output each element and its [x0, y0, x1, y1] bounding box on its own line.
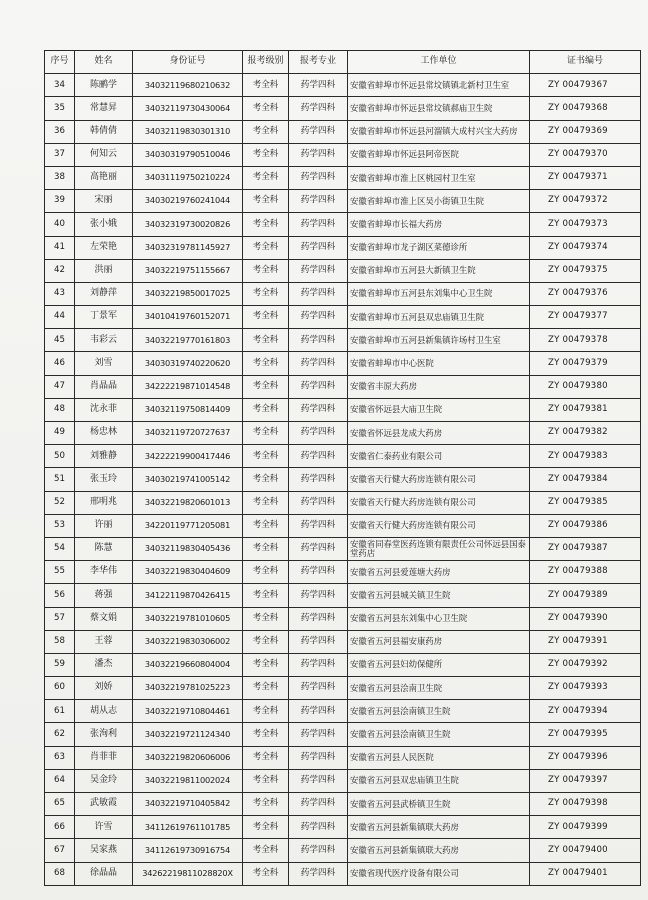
cell-exam-major: 药学四科: [289, 537, 348, 560]
cell-name: 蔡文娟: [75, 607, 133, 630]
cell-id-number: 34220119771205081: [133, 514, 243, 537]
cell-certificate-number: ZY 00479386: [530, 514, 641, 537]
cell-certificate-number: ZY 00479389: [530, 584, 641, 607]
cell-index: 49: [45, 422, 75, 445]
cell-exam-level: 考全科: [243, 723, 289, 746]
cell-work-unit: 安徽省怀远县大庙卫生院: [348, 398, 530, 421]
cell-work-unit: 安徽省五河县福安康药房: [348, 630, 530, 653]
cell-exam-level: 考全科: [243, 282, 289, 305]
cell-work-unit: 安徽省蚌埠市长福大药房: [348, 213, 530, 236]
cell-exam-level: 考全科: [243, 236, 289, 259]
cell-exam-major: 药学四科: [289, 468, 348, 491]
cell-exam-level: 考全科: [243, 514, 289, 537]
cell-name: 吴金玲: [75, 769, 133, 792]
cell-exam-level: 考全科: [243, 213, 289, 236]
cell-exam-level: 考全科: [243, 700, 289, 723]
cell-exam-level: 考全科: [243, 537, 289, 560]
cell-exam-major: 药学四科: [289, 306, 348, 329]
cell-certificate-number: ZY 00479384: [530, 468, 641, 491]
cell-exam-major: 药学四科: [289, 839, 348, 862]
cell-index: 35: [45, 97, 75, 120]
cell-name: 张玉玲: [75, 468, 133, 491]
cell-index: 40: [45, 213, 75, 236]
cell-work-unit: 安徽省现代医疗设备有限公司: [348, 862, 530, 885]
cell-exam-level: 考全科: [243, 190, 289, 213]
cell-exam-major: 药学四科: [289, 74, 348, 97]
cell-work-unit: 安徽省天行健大药房连锁有限公司: [348, 514, 530, 537]
cell-certificate-number: ZY 00479370: [530, 143, 641, 166]
cell-id-number: 34032219770161803: [133, 329, 243, 352]
cell-certificate-number: ZY 00479371: [530, 166, 641, 189]
cell-certificate-number: ZY 00479369: [530, 120, 641, 143]
cell-exam-level: 考全科: [243, 769, 289, 792]
cell-name: 张小娥: [75, 213, 133, 236]
table-row: [45, 236, 641, 259]
table-header-row: [45, 51, 641, 74]
table-row: [45, 700, 641, 723]
cell-id-number: 34032219710804461: [133, 700, 243, 723]
cell-index: 34: [45, 74, 75, 97]
cell-name: 宋丽: [75, 190, 133, 213]
table-row: [45, 190, 641, 213]
cell-index: 53: [45, 514, 75, 537]
cell-work-unit: 安徽省蚌埠市怀远县常坟镇郝庙卫生院: [348, 97, 530, 120]
cell-certificate-number: ZY 00479376: [530, 282, 641, 305]
cell-index: 39: [45, 190, 75, 213]
cell-name: 王蓉: [75, 630, 133, 653]
table-row: [45, 375, 641, 398]
cell-exam-major: 药学四科: [289, 352, 348, 375]
cell-exam-major: 药学四科: [289, 120, 348, 143]
table-row: [45, 422, 641, 445]
table-row: [45, 514, 641, 537]
cell-certificate-number: ZY 00479399: [530, 816, 641, 839]
table-row: [45, 398, 641, 421]
cell-exam-level: 考全科: [243, 630, 289, 653]
cell-id-number: 34030219741005142: [133, 468, 243, 491]
cell-certificate-number: ZY 00479392: [530, 653, 641, 676]
cell-work-unit: 安徽省蚌埠市五河县东刘集中心卫生院: [348, 282, 530, 305]
cell-exam-level: 考全科: [243, 491, 289, 514]
cell-exam-major: 药学四科: [289, 375, 348, 398]
cell-exam-level: 考全科: [243, 445, 289, 468]
cell-certificate-number: ZY 00479373: [530, 213, 641, 236]
cell-exam-major: 药学四科: [289, 862, 348, 885]
table-row: [45, 561, 641, 584]
cell-certificate-number: ZY 00479381: [530, 398, 641, 421]
table-row: [45, 166, 641, 189]
cell-exam-level: 考全科: [243, 793, 289, 816]
cell-name: 沈永菲: [75, 398, 133, 421]
cell-exam-major: 药学四科: [289, 282, 348, 305]
cell-work-unit: 安徽省蚌埠市五河县新集镇许场村卫生室: [348, 329, 530, 352]
cell-index: 65: [45, 793, 75, 816]
cell-index: 66: [45, 816, 75, 839]
cell-exam-major: 药学四科: [289, 700, 348, 723]
cell-name: 许雪: [75, 816, 133, 839]
cell-name: 刘雅静: [75, 445, 133, 468]
cell-work-unit: 安徽省五河县双忠庙镇卫生院: [348, 769, 530, 792]
cell-id-number: 34010419760152071: [133, 306, 243, 329]
cell-index: 62: [45, 723, 75, 746]
cell-exam-level: 考全科: [243, 259, 289, 282]
cell-id-number: 34032119830301310: [133, 120, 243, 143]
table-row: [45, 653, 641, 676]
cell-id-number: 34032119730430064: [133, 97, 243, 120]
cell-id-number: 34122119870426415: [133, 584, 243, 607]
cell-id-number: 34030319740220620: [133, 352, 243, 375]
cell-exam-level: 考全科: [243, 120, 289, 143]
cell-exam-level: 考全科: [243, 422, 289, 445]
cell-certificate-number: ZY 00479378: [530, 329, 641, 352]
cell-index: 52: [45, 491, 75, 514]
table-row: [45, 537, 641, 560]
cell-exam-major: 药学四科: [289, 398, 348, 421]
cell-index: 54: [45, 537, 75, 560]
cell-certificate-number: ZY 00479400: [530, 839, 641, 862]
cell-work-unit: 安徽省蚌埠市怀远县河溜镇大成村兴宝大药房: [348, 120, 530, 143]
cell-name: 杨忠林: [75, 422, 133, 445]
cell-certificate-number: ZY 00479387: [530, 537, 641, 560]
cell-exam-level: 考全科: [243, 607, 289, 630]
table-row: [45, 143, 641, 166]
cell-index: 50: [45, 445, 75, 468]
cell-work-unit: 安徽省五河县人民医院: [348, 746, 530, 769]
cell-work-unit: 安徽省五河县新集镇联大药房: [348, 839, 530, 862]
cell-id-number: 34032119830405436: [133, 537, 243, 560]
cell-certificate-number: ZY 00479391: [530, 630, 641, 653]
cell-exam-level: 考全科: [243, 653, 289, 676]
cell-work-unit: 安徽省五河县浍南镇卫生院: [348, 723, 530, 746]
cell-name: 陈鹂学: [75, 74, 133, 97]
cell-exam-level: 考全科: [243, 329, 289, 352]
table-row: [45, 213, 641, 236]
cell-id-number: 34032219751155667: [133, 259, 243, 282]
cell-work-unit: 安徽省五河县浍南卫生院: [348, 677, 530, 700]
table-row: [45, 352, 641, 375]
cell-id-number: 34030219760241044: [133, 190, 243, 213]
cell-exam-major: 药学四科: [289, 236, 348, 259]
cell-certificate-number: ZY 00479401: [530, 862, 641, 885]
cell-name: 蒋强: [75, 584, 133, 607]
cell-certificate-number: ZY 00479377: [530, 306, 641, 329]
cell-work-unit: 安徽省蚌埠市怀远县常坟镇镇北新村卫生室: [348, 74, 530, 97]
cell-work-unit: 安徽省五河县浍南镇卫生院: [348, 700, 530, 723]
cell-index: 51: [45, 468, 75, 491]
cell-exam-major: 药学四科: [289, 213, 348, 236]
table-row: [45, 584, 641, 607]
cell-index: 43: [45, 282, 75, 305]
cell-exam-level: 考全科: [243, 816, 289, 839]
cell-work-unit: 安徽省同春堂医药连锁有限责任公司怀远县国泰堂药店: [348, 537, 530, 560]
table-row: [45, 723, 641, 746]
cell-exam-level: 考全科: [243, 862, 289, 885]
cell-certificate-number: ZY 00479388: [530, 561, 641, 584]
cell-exam-level: 考全科: [243, 584, 289, 607]
table-row: [45, 862, 641, 885]
cell-certificate-number: ZY 00479396: [530, 746, 641, 769]
cell-index: 37: [45, 143, 75, 166]
cell-work-unit: 安徽省五河县妇幼保健所: [348, 653, 530, 676]
header-exam-major: 报考专业: [289, 51, 348, 74]
certificate-roster-table: [44, 50, 641, 886]
cell-certificate-number: ZY 00479379: [530, 352, 641, 375]
cell-index: 56: [45, 584, 75, 607]
cell-name: 陈慧: [75, 537, 133, 560]
cell-certificate-number: ZY 00479395: [530, 723, 641, 746]
cell-name: 何知云: [75, 143, 133, 166]
table-row: [45, 329, 641, 352]
cell-exam-major: 药学四科: [289, 584, 348, 607]
cell-work-unit: 安徽省蚌埠市淮上区桃园村卫生室: [348, 166, 530, 189]
cell-work-unit: 安徽省蚌埠市五河县双忠庙镇卫生院: [348, 306, 530, 329]
cell-work-unit: 安徽省仁泰药业有限公司: [348, 445, 530, 468]
cell-exam-major: 药学四科: [289, 445, 348, 468]
cell-work-unit: 安徽省五河县东刘集中心卫生院: [348, 607, 530, 630]
cell-certificate-number: ZY 00479397: [530, 769, 641, 792]
cell-certificate-number: ZY 00479398: [530, 793, 641, 816]
cell-id-number: 34112619730916754: [133, 839, 243, 862]
cell-name: 邢明兆: [75, 491, 133, 514]
cell-certificate-number: ZY 00479367: [530, 74, 641, 97]
cell-id-number: 34032219850017025: [133, 282, 243, 305]
cell-name: 刘娇: [75, 677, 133, 700]
table-row: [45, 769, 641, 792]
cell-exam-major: 药学四科: [289, 143, 348, 166]
cell-name: 左荣艳: [75, 236, 133, 259]
cell-work-unit: 安徽省蚌埠市中心医院: [348, 352, 530, 375]
table-row: [45, 677, 641, 700]
cell-id-number: 34032119720727637: [133, 422, 243, 445]
header-work-unit: 工作单位: [348, 51, 530, 74]
table-row: [45, 630, 641, 653]
cell-id-number: 34032219820606006: [133, 746, 243, 769]
cell-name: 吴家燕: [75, 839, 133, 862]
cell-work-unit: 安徽省天行健大药房连锁有限公司: [348, 468, 530, 491]
cell-index: 42: [45, 259, 75, 282]
cell-exam-level: 考全科: [243, 561, 289, 584]
cell-id-number: 34032319781145927: [133, 236, 243, 259]
table-row: [45, 607, 641, 630]
cell-exam-level: 考全科: [243, 352, 289, 375]
table-row: [45, 282, 641, 305]
cell-index: 57: [45, 607, 75, 630]
cell-exam-major: 药学四科: [289, 630, 348, 653]
table-row: [45, 793, 641, 816]
cell-id-number: 34222219900417446: [133, 445, 243, 468]
cell-exam-major: 药学四科: [289, 816, 348, 839]
cell-id-number: 34032119750814409: [133, 398, 243, 421]
cell-index: 67: [45, 839, 75, 862]
header-index: 序号: [45, 51, 75, 74]
cell-certificate-number: ZY 00479380: [530, 375, 641, 398]
table-row: [45, 306, 641, 329]
cell-id-number: 34032219830306002: [133, 630, 243, 653]
table-body: [45, 74, 641, 886]
cell-exam-major: 药学四科: [289, 422, 348, 445]
cell-id-number: 34032219820601013: [133, 491, 243, 514]
cell-exam-level: 考全科: [243, 97, 289, 120]
cell-name: 丁景军: [75, 306, 133, 329]
cell-certificate-number: ZY 00479372: [530, 190, 641, 213]
cell-exam-level: 考全科: [243, 839, 289, 862]
cell-id-number: 34112619761101785: [133, 816, 243, 839]
cell-name: 韦彩云: [75, 329, 133, 352]
cell-work-unit: 安徽省怀远县龙成大药房: [348, 422, 530, 445]
header-name: 姓名: [75, 51, 133, 74]
cell-name: 洪丽: [75, 259, 133, 282]
cell-exam-major: 药学四科: [289, 561, 348, 584]
cell-id-number: 34032119680210632: [133, 74, 243, 97]
cell-exam-level: 考全科: [243, 677, 289, 700]
cell-work-unit: 安徽省天行健大药房连锁有限公司: [348, 491, 530, 514]
cell-exam-level: 考全科: [243, 398, 289, 421]
cell-id-number: 34222219871014548: [133, 375, 243, 398]
cell-exam-major: 药学四科: [289, 514, 348, 537]
cell-work-unit: 安徽省蚌埠市龙子湖区菜德诊所: [348, 236, 530, 259]
cell-exam-major: 药学四科: [289, 329, 348, 352]
cell-exam-major: 药学四科: [289, 793, 348, 816]
table-row: [45, 445, 641, 468]
cell-id-number: 34032319730020826: [133, 213, 243, 236]
cell-index: 61: [45, 700, 75, 723]
cell-index: 44: [45, 306, 75, 329]
cell-id-number: 34032219660804004: [133, 653, 243, 676]
cell-work-unit: 安徽省丰原大药房: [348, 375, 530, 398]
header-id-number: 身份证号: [133, 51, 243, 74]
cell-name: 韩倩倩: [75, 120, 133, 143]
cell-id-number: 34030319790510046: [133, 143, 243, 166]
cell-index: 45: [45, 329, 75, 352]
cell-exam-major: 药学四科: [289, 166, 348, 189]
cell-name: 武敏霞: [75, 793, 133, 816]
table-row: [45, 839, 641, 862]
cell-index: 46: [45, 352, 75, 375]
cell-work-unit: 安徽省蚌埠市淮上区吴小街镇卫生院: [348, 190, 530, 213]
cell-name: 潘杰: [75, 653, 133, 676]
cell-exam-major: 药学四科: [289, 190, 348, 213]
cell-exam-major: 药学四科: [289, 677, 348, 700]
cell-name: 许丽: [75, 514, 133, 537]
table-row: [45, 259, 641, 282]
cell-certificate-number: ZY 00479383: [530, 445, 641, 468]
cell-name: 肖菲菲: [75, 746, 133, 769]
table-row: [45, 97, 641, 120]
cell-certificate-number: ZY 00479394: [530, 700, 641, 723]
cell-exam-level: 考全科: [243, 306, 289, 329]
cell-name: 李华伟: [75, 561, 133, 584]
cell-work-unit: 安徽省五河县爱莲塘大药房: [348, 561, 530, 584]
cell-exam-major: 药学四科: [289, 723, 348, 746]
cell-work-unit: 安徽省蚌埠市五河县大新镇卫生院: [348, 259, 530, 282]
cell-index: 48: [45, 398, 75, 421]
cell-name: 常慧昇: [75, 97, 133, 120]
cell-name: 刘静萍: [75, 282, 133, 305]
cell-index: 55: [45, 561, 75, 584]
cell-exam-major: 药学四科: [289, 491, 348, 514]
cell-exam-major: 药学四科: [289, 259, 348, 282]
cell-name: 肖晶晶: [75, 375, 133, 398]
cell-exam-level: 考全科: [243, 166, 289, 189]
cell-index: 41: [45, 236, 75, 259]
cell-name: 胡从志: [75, 700, 133, 723]
cell-index: 58: [45, 630, 75, 653]
cell-index: 60: [45, 677, 75, 700]
cell-exam-level: 考全科: [243, 74, 289, 97]
table-row: [45, 120, 641, 143]
cell-id-number: 34032219811002024: [133, 769, 243, 792]
cell-exam-major: 药学四科: [289, 607, 348, 630]
cell-work-unit: 安徽省五河县城关镇卫生院: [348, 584, 530, 607]
cell-work-unit: 安徽省五河县新集镇联大药房: [348, 816, 530, 839]
cell-name: 刘雪: [75, 352, 133, 375]
cell-id-number: 34031119750210224: [133, 166, 243, 189]
cell-exam-major: 药学四科: [289, 653, 348, 676]
cell-id-number: 34032219721124340: [133, 723, 243, 746]
cell-name: 张洵利: [75, 723, 133, 746]
cell-name: 高艳丽: [75, 166, 133, 189]
cell-exam-major: 药学四科: [289, 769, 348, 792]
cell-id-number: 34032219710405842: [133, 793, 243, 816]
cell-certificate-number: ZY 00479390: [530, 607, 641, 630]
cell-name: 徐晶晶: [75, 862, 133, 885]
cell-id-number: 34032219781010605: [133, 607, 243, 630]
cell-work-unit: 安徽省五河县武桥镇卫生院: [348, 793, 530, 816]
cell-exam-level: 考全科: [243, 468, 289, 491]
cell-certificate-number: ZY 00479382: [530, 422, 641, 445]
cell-exam-level: 考全科: [243, 143, 289, 166]
cell-index: 68: [45, 862, 75, 885]
table-row: [45, 74, 641, 97]
cell-certificate-number: ZY 00479374: [530, 236, 641, 259]
cell-id-number: 34262219811028820X: [133, 862, 243, 885]
cell-id-number: 34032219830404609: [133, 561, 243, 584]
table-row: [45, 746, 641, 769]
table-row: [45, 816, 641, 839]
cell-work-unit: 安徽省蚌埠市怀远县阿帝医院: [348, 143, 530, 166]
cell-exam-major: 药学四科: [289, 97, 348, 120]
table-row: [45, 468, 641, 491]
table-row: [45, 491, 641, 514]
cell-id-number: 34032219781025223: [133, 677, 243, 700]
cell-certificate-number: ZY 00479393: [530, 677, 641, 700]
header-certificate-number: 证书编号: [530, 51, 641, 74]
header-exam-level: 报考级别: [243, 51, 289, 74]
cell-index: 38: [45, 166, 75, 189]
cell-exam-major: 药学四科: [289, 746, 348, 769]
cell-index: 64: [45, 769, 75, 792]
cell-exam-level: 考全科: [243, 746, 289, 769]
cell-index: 59: [45, 653, 75, 676]
cell-index: 47: [45, 375, 75, 398]
cell-certificate-number: ZY 00479375: [530, 259, 641, 282]
cell-index: 63: [45, 746, 75, 769]
cell-exam-level: 考全科: [243, 375, 289, 398]
cell-certificate-number: ZY 00479385: [530, 491, 641, 514]
cell-index: 36: [45, 120, 75, 143]
cell-certificate-number: ZY 00479368: [530, 97, 641, 120]
